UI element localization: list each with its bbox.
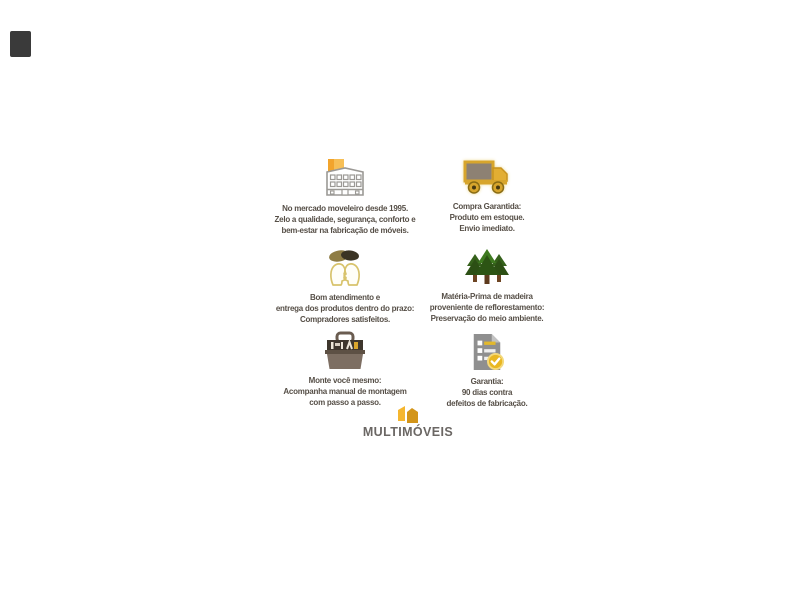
factory-icon	[322, 157, 368, 199]
brand-name: MULTIMÓVEIS	[362, 425, 454, 439]
feature-text-line: Zelo a qualidade, segurança, conforto e	[274, 215, 416, 224]
corner-thumbnail	[10, 31, 31, 57]
feature-text-line: Compradores satisfeitos.	[299, 315, 391, 324]
feature-text-line: Monte você mesmo:	[308, 376, 382, 385]
feature-text-line: Matéria-Prima de madeira	[441, 292, 533, 301]
feature-text-line: defeitos de fabricação.	[446, 399, 528, 408]
feature-text-line: No mercado moveleiro desde 1995.	[282, 204, 408, 213]
feature-text-line: proveniente de reflorestamento:	[429, 303, 545, 312]
feature-text-line: Envio imediato.	[459, 224, 515, 233]
delivery-truck-icon	[462, 155, 512, 197]
warranty-checklist-icon	[469, 330, 505, 372]
feature-text-line: Acompanha manual de montagem	[283, 387, 407, 396]
pine-trees-icon	[463, 245, 511, 287]
feature-text-line: entrega dos produtos dentro do prazo:	[275, 304, 415, 313]
feature-text-line: com passo a passo.	[309, 398, 381, 407]
toolbox-icon	[322, 329, 368, 371]
feature-text-line: 90 dias contra	[461, 388, 513, 397]
feature-text-line: bem-estar na fabricação de móveis.	[281, 226, 409, 235]
feature-text-line: Bom atendimento e	[310, 293, 380, 302]
feature-text-line: Produto em estoque.	[449, 213, 525, 222]
feature-text-line: Compra Garantida:	[452, 202, 522, 211]
brand-logo	[308, 404, 508, 439]
multimoveis-logo-icon	[395, 404, 421, 424]
feature-warranty	[395, 330, 579, 409]
feature-guaranteed-purchase	[395, 155, 579, 234]
customers-talking-icon	[323, 246, 367, 288]
feature-text-line: Preservação do meio ambiente.	[430, 314, 544, 323]
feature-text-line: Garantia:	[470, 377, 504, 386]
feature-eco-material	[395, 245, 579, 324]
